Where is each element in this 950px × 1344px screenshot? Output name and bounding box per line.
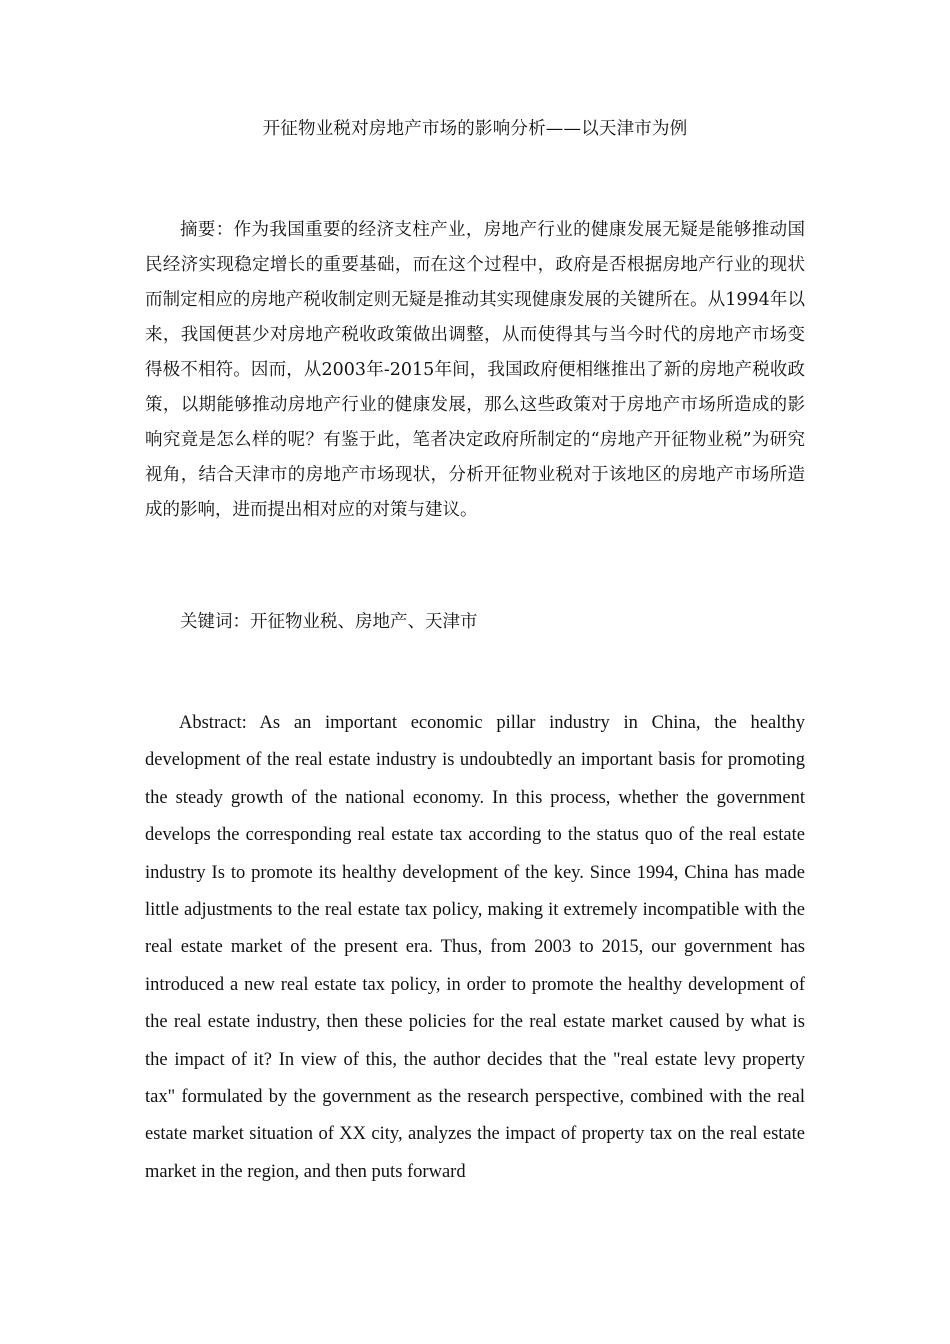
abstract-english: Abstract: As an important economic pillar industry in China, the healthy development of the real estate industry is undoubtedly an important basis for promoting the steady growth of the national economy. In this process, whether the government develops the corresponding real estate tax according to the status quo of the real estate industry Is to promote its healthy development of the key. Since 1994, China has made little adjustments to the real estate tax policy, making it extremely incompatible with the real estate market of the present era. Thus, from 2003 to 2015, our government has introduced a new real estate tax policy, in order to promote the healthy development of the real estate industry, then these policies for the real estate market caused by what is the impact of it? In view of this, the author decides that the "real estate levy property tax" formulated by the government as the research perspective, combined with the real estate market situation of XX city, analyzes the impact of property tax on the real estate market in the region, and then puts forward (145, 713, 805, 1182)
keywords-chinese: 关键词：开征物业税、房地产、天津市 (180, 612, 478, 632)
abstract-chinese: 摘要：作为我国重要的经济支柱产业，房地产行业的健康发展无疑是能够推动国民经济实现稳定增长的重要基础，而在这个过程中，政府是否根据房地产行业的现状而制定相应的房地产税收制定则无疑是推动其实现健康发展的关键所在。从1994年以来，我国便甚少对房地产税收政策做出调整，从而使得其与当今时代的房地产市场变得极不相符。因而，从2003年-2015年间，我国政府便相继推出了新的房地产税收政策，以期能够推动房地产行业的健康发展，那么这些政策对于房地产市场所造成的影响究竟是怎么样的呢？有鉴于此，笔者决定政府所制定的“房地产开征物业税”为研究视角，结合天津市的房地产市场现状，分析开征物业税对于该地区的房地产市场所造成的影响，进而提出相对应的对策与建议。 (145, 220, 805, 520)
document-title: 开征物业税对房地产市场的影响分析——以天津市为例 (262, 119, 688, 139)
